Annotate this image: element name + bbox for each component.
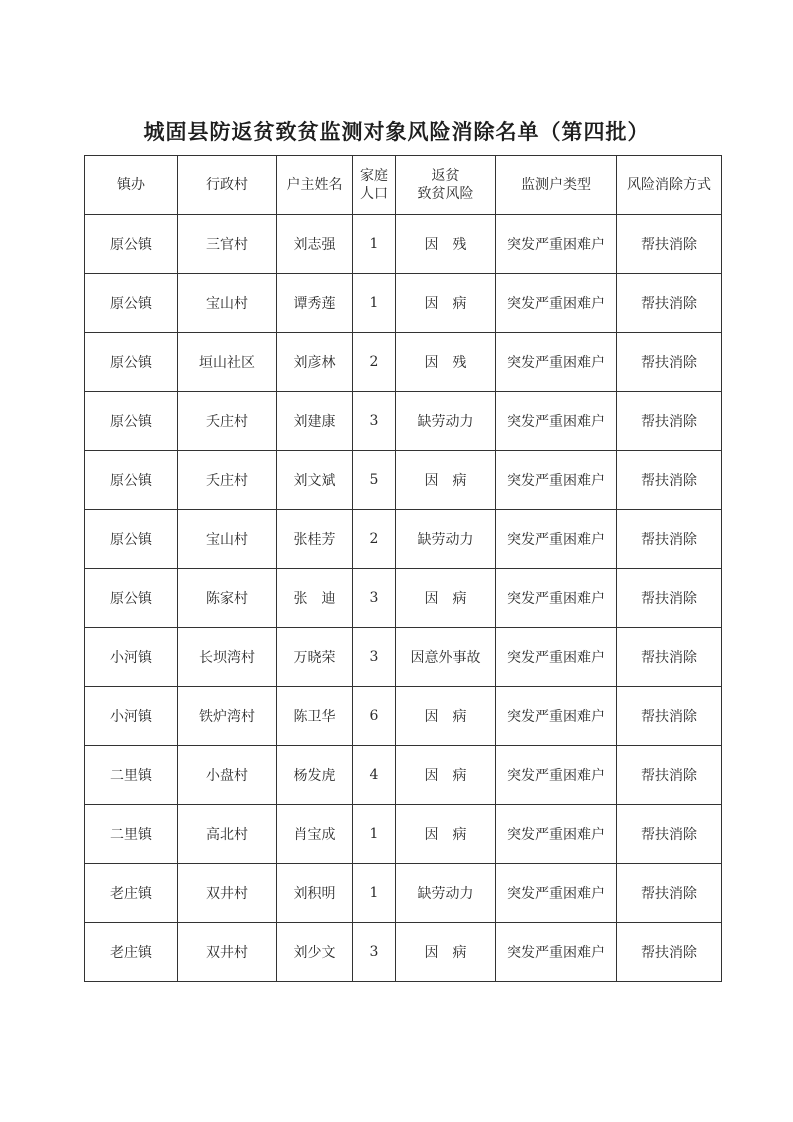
table-row [85, 864, 722, 923]
cell-town: 老庄镇 [85, 923, 178, 982]
cell-village: 高北村 [178, 805, 277, 864]
cell-monitor-type: 突发严重困难户 [496, 333, 617, 392]
cell-monitor-type: 突发严重困难户 [496, 215, 617, 274]
cell-elimination-method: 帮扶消除 [617, 333, 722, 392]
cell-elimination-method: 帮扶消除 [617, 274, 722, 333]
table-row [85, 333, 722, 392]
cell-town: 原公镇 [85, 569, 178, 628]
cell-family-size: 3 [353, 628, 396, 687]
header-family-size-line2: 人口 [360, 186, 388, 202]
cell-monitor-type: 突发严重困难户 [496, 864, 617, 923]
cell-monitor-type: 突发严重困难户 [496, 392, 617, 451]
table-row [85, 215, 722, 274]
cell-village: 三官村 [178, 215, 277, 274]
cell-risk: 因 病 [396, 805, 496, 864]
cell-monitor-type: 突发严重困难户 [496, 451, 617, 510]
cell-town: 原公镇 [85, 274, 178, 333]
cell-elimination-method: 帮扶消除 [617, 746, 722, 805]
cell-village: 双井村 [178, 923, 277, 982]
cell-elimination-method: 帮扶消除 [617, 569, 722, 628]
cell-family-size: 5 [353, 451, 396, 510]
cell-family-size: 1 [353, 274, 396, 333]
cell-household-head: 万晓荣 [277, 628, 353, 687]
risk-elimination-table [84, 155, 722, 982]
cell-town: 原公镇 [85, 451, 178, 510]
cell-risk: 因 残 [396, 333, 496, 392]
header-village: 行政村 [178, 156, 277, 215]
cell-family-size: 3 [353, 569, 396, 628]
cell-household-head: 刘积明 [277, 864, 353, 923]
table-row [85, 923, 722, 982]
cell-monitor-type: 突发严重困难户 [496, 569, 617, 628]
cell-village: 小盘村 [178, 746, 277, 805]
cell-village: 夭庄村 [178, 392, 277, 451]
cell-risk: 因 残 [396, 215, 496, 274]
header-town: 镇办 [85, 156, 178, 215]
header-risk-line2: 致贫风险 [417, 186, 474, 202]
cell-monitor-type: 突发严重困难户 [496, 923, 617, 982]
cell-monitor-type: 突发严重困难户 [496, 274, 617, 333]
cell-monitor-type: 突发严重困难户 [496, 510, 617, 569]
cell-family-size: 4 [353, 746, 396, 805]
cell-elimination-method: 帮扶消除 [617, 215, 722, 274]
cell-household-head: 杨发虎 [277, 746, 353, 805]
cell-town: 二里镇 [85, 746, 178, 805]
cell-household-head: 陈卫华 [277, 687, 353, 746]
header-elimination-method: 风险消除方式 [617, 156, 722, 215]
cell-risk: 因 病 [396, 687, 496, 746]
table-header [85, 156, 722, 215]
cell-village: 铁炉湾村 [178, 687, 277, 746]
cell-household-head: 刘少文 [277, 923, 353, 982]
cell-family-size: 1 [353, 215, 396, 274]
cell-risk: 缺劳动力 [396, 510, 496, 569]
cell-family-size: 1 [353, 805, 396, 864]
cell-village: 陈家村 [178, 569, 277, 628]
cell-elimination-method: 帮扶消除 [617, 805, 722, 864]
cell-household-head: 刘建康 [277, 392, 353, 451]
cell-household-head: 谭秀莲 [277, 274, 353, 333]
cell-risk: 因 病 [396, 451, 496, 510]
cell-elimination-method: 帮扶消除 [617, 451, 722, 510]
table-row [85, 510, 722, 569]
cell-risk: 缺劳动力 [396, 864, 496, 923]
cell-household-head: 刘文斌 [277, 451, 353, 510]
cell-town: 原公镇 [85, 215, 178, 274]
cell-family-size: 1 [353, 864, 396, 923]
cell-household-head: 刘志强 [277, 215, 353, 274]
cell-town: 原公镇 [85, 392, 178, 451]
page-title: 城固县防返贫致贫监测对象风险消除名单（第四批） [143, 119, 650, 144]
table-row [85, 274, 722, 333]
cell-village: 长坝湾村 [178, 628, 277, 687]
cell-monitor-type: 突发严重困难户 [496, 687, 617, 746]
header-risk-line1: 返贫 [431, 168, 460, 184]
cell-town: 二里镇 [85, 805, 178, 864]
cell-village: 双井村 [178, 864, 277, 923]
cell-town: 老庄镇 [85, 864, 178, 923]
header-family-size-line1: 家庭 [360, 168, 388, 184]
cell-monitor-type: 突发严重困难户 [496, 746, 617, 805]
table-row [85, 392, 722, 451]
header-risk [396, 156, 496, 215]
table-row [85, 805, 722, 864]
cell-risk: 因意外事故 [396, 628, 496, 687]
cell-risk: 因 病 [396, 569, 496, 628]
cell-household-head: 张 迪 [277, 569, 353, 628]
cell-risk: 缺劳动力 [396, 392, 496, 451]
cell-risk: 因 病 [396, 923, 496, 982]
table-row [85, 451, 722, 510]
cell-family-size: 3 [353, 392, 396, 451]
table-row [85, 628, 722, 687]
table-body [85, 215, 722, 982]
cell-family-size: 2 [353, 510, 396, 569]
cell-elimination-method: 帮扶消除 [617, 687, 722, 746]
cell-elimination-method: 帮扶消除 [617, 628, 722, 687]
cell-elimination-method: 帮扶消除 [617, 510, 722, 569]
header-household-head: 户主姓名 [277, 156, 353, 215]
cell-monitor-type: 突发严重困难户 [496, 628, 617, 687]
cell-town: 原公镇 [85, 333, 178, 392]
table-row [85, 687, 722, 746]
cell-village: 垣山社区 [178, 333, 277, 392]
cell-town: 小河镇 [85, 687, 178, 746]
cell-monitor-type: 突发严重困难户 [496, 805, 617, 864]
cell-elimination-method: 帮扶消除 [617, 392, 722, 451]
cell-village: 宝山村 [178, 274, 277, 333]
cell-family-size: 2 [353, 333, 396, 392]
header-family-size [353, 156, 396, 215]
table-row [85, 569, 722, 628]
cell-risk: 因 病 [396, 274, 496, 333]
cell-family-size: 6 [353, 687, 396, 746]
table-row [85, 746, 722, 805]
cell-town: 小河镇 [85, 628, 178, 687]
cell-household-head: 肖宝成 [277, 805, 353, 864]
cell-household-head: 刘彦林 [277, 333, 353, 392]
cell-elimination-method: 帮扶消除 [617, 923, 722, 982]
header-monitor-type: 监测户类型 [496, 156, 617, 215]
cell-village: 宝山村 [178, 510, 277, 569]
cell-household-head: 张桂芳 [277, 510, 353, 569]
cell-family-size: 3 [353, 923, 396, 982]
cell-elimination-method: 帮扶消除 [617, 864, 722, 923]
cell-risk: 因 病 [396, 746, 496, 805]
cell-town: 原公镇 [85, 510, 178, 569]
cell-village: 夭庄村 [178, 451, 277, 510]
header-row [85, 156, 722, 215]
